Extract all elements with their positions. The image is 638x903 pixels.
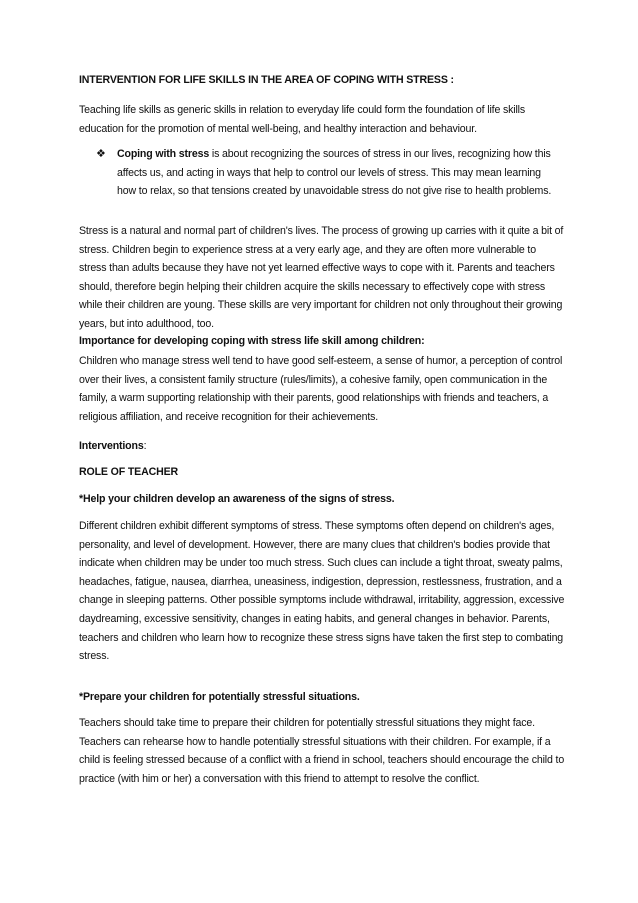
prepare-heading: *Prepare your children for potentially stressful situations. xyxy=(79,691,360,703)
importance-heading: Importance for developing coping with stress life skill among children: xyxy=(79,335,425,347)
bullet-paragraph xyxy=(117,145,555,201)
help-heading: *Help your children develop an awareness of the signs of stress. xyxy=(79,493,395,505)
diamond-bullet-icon: ❖ xyxy=(96,147,106,160)
main-heading: INTERVENTION FOR LIFE SKILLS IN THE AREA OF COPING WITH STRESS : xyxy=(79,74,454,86)
importance-paragraph: Children who manage stress well tend to have good self-esteem, a sense of humor, a perception of control over their lives, a consistent family structure (rules/limits), a cohesive family, open communication in the family, a warm supporting relationship with their parents, good relationships with friends and teachers, a religious affiliation, and receive recognition for their achievements. xyxy=(79,355,563,423)
role-heading: ROLE OF TEACHER xyxy=(79,466,178,478)
stress-paragraph: Stress is a natural and normal part of children's lives. The process of growing up carries with it quite a bit of stress. Children begin to experience stress at a very early age, and they are often more vulnerable to stress than adults because they have not yet learned effective ways to cope with it. Parents and teachers should, therefore begin helping their children acquire the skills necessary to effectively cope with stress while their children are young. These skills are very important for children not only throughout their growing years, but into adulthood, too. xyxy=(79,225,564,330)
bullet-term: Coping with stress xyxy=(117,148,210,160)
intro-paragraph: Teaching life skills as generic skills in relation to everyday life could form the foundation of life skills education for the promotion of mental well-being, and healthy interaction and behaviour. xyxy=(79,104,526,135)
prepare-paragraph: Teachers should take time to prepare their children for potentially stressful situations they might face. Teachers can rehearse how to handle potentially stressful situations with their children. For example, if a child is feeling stressed because of a conflict with a friend in school, teachers should encourage the child to practice (with him or her) a conversation with this friend to attempt to resolve the conflict. xyxy=(79,717,565,785)
bullet-text: is about recognizing the sources of stress in our lives, recognizing how this affects us, and acting in ways that help to control our levels of stress. This may mean learning how to relax, so that tensions created by unavoidable stress do not give rise to health problems. xyxy=(117,148,552,198)
help-paragraph: Different children exhibit different symptoms of stress. These symptoms often depend on children's ages, personality, and level of development. However, there are many clues that children's bodies provide that indicate when children may be under too much stress. Such clues can include a tight throat, sweaty palms, headaches, fatigue, nausea, diarrhea, uneasiness, indigestion, depression, restlessness, frustration, and a change in sleeping patterns. Other possible symptoms include withdrawal, irritability, aggression, excessive daydreaming, excessive sensitivity, changes in eating habits, and general changes in behavior. Parents, teachers and children who learn how to recognize these stress signs have taken the first step to combating stress. xyxy=(79,520,565,663)
interventions-label: Interventions: xyxy=(79,440,147,452)
